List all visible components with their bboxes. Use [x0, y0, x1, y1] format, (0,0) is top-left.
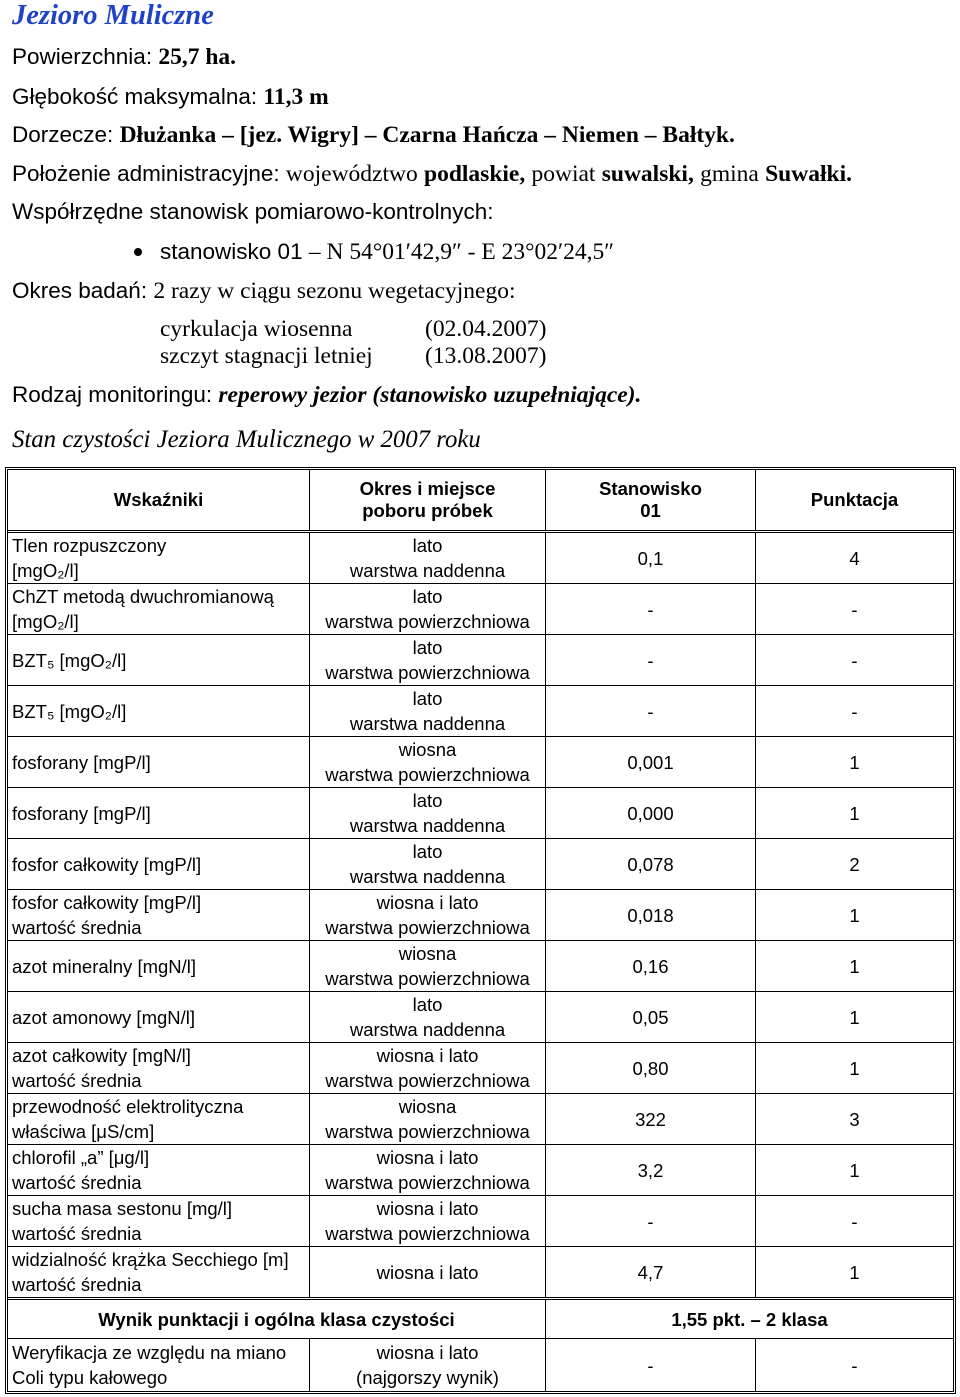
- sampling-line: lato: [412, 688, 443, 709]
- indicator-line: ChZT metodą dwuchromianową: [12, 586, 274, 607]
- indicator-cell: [8, 941, 310, 991]
- header-station-line: Stanowisko: [599, 478, 702, 499]
- sampling-line: wiosna: [398, 739, 457, 760]
- area-label: Powierzchnia:: [12, 44, 153, 69]
- basin-label: Dorzecze:: [12, 122, 114, 147]
- score-cell: [756, 992, 953, 1042]
- station-value-cell: [546, 686, 756, 736]
- station-value: 0,16: [632, 955, 669, 977]
- table-row: [8, 992, 953, 1043]
- indicator-line: azot amonowy [mgN/l]: [12, 1006, 196, 1028]
- sampling-line: (najgorszy wynik): [356, 1367, 499, 1388]
- sampling-line: warstwa naddenna: [349, 1019, 506, 1040]
- score-cell: [756, 686, 953, 736]
- sampling-line: lato: [412, 790, 443, 811]
- station-value-cell: [546, 1196, 756, 1246]
- indicator-line: BZT₅ [mgO₂/l]: [12, 700, 127, 722]
- verification-row: [8, 1339, 953, 1391]
- station-value: 0,05: [632, 1006, 669, 1028]
- table-row: [8, 686, 953, 737]
- sampling-line: warstwa naddenna: [349, 560, 506, 581]
- basin-line: [12, 122, 735, 148]
- indicator-line: azot całkowity [mgN/l]: [12, 1045, 191, 1066]
- max-depth-label: Głębokość maksymalna:: [12, 84, 258, 109]
- score-value: 1: [849, 1006, 860, 1028]
- period-date: (13.08.2007): [425, 343, 547, 369]
- monitoring-value: reperowy jezior (stanowisko uzupełniające).: [218, 382, 642, 408]
- sampling-cell: [310, 992, 546, 1042]
- indicator-cell: [8, 1247, 310, 1297]
- sampling-cell: [310, 839, 546, 889]
- page-title: Jezioro Muliczne: [12, 0, 214, 31]
- score-value: 1: [849, 1159, 860, 1181]
- sampling-cell: [310, 1196, 546, 1246]
- sampling-line: warstwa powierzchniowa: [325, 662, 530, 683]
- score-cell: [756, 788, 953, 838]
- indicator-cell: [8, 1196, 310, 1246]
- summary-result: 1,55 pkt. – 2 klasa: [671, 1308, 828, 1330]
- indicator-line: widzialność krążka Secchiego [m]: [12, 1249, 289, 1270]
- station-value: 0,001: [627, 751, 674, 773]
- period-name: cyrkulacja wiosenna: [160, 316, 353, 342]
- table-row: [8, 1043, 953, 1094]
- station-value-cell: [546, 788, 756, 838]
- sampling-cell: [310, 941, 546, 991]
- indicator-line: wartość średnia: [12, 1172, 142, 1193]
- sampling-cell: [310, 1145, 546, 1195]
- sampling-line: warstwa powierzchniowa: [325, 611, 530, 632]
- sampling-cell: [310, 584, 546, 634]
- stations-heading: Współrzędne stanowisk pomiarowo-kontrolnych:: [12, 199, 494, 224]
- sampling-cell: [310, 1247, 546, 1297]
- basin-value: Dłużanka – [jez. Wigry] – Czarna Hańcza – Niemen – Bałtyk.: [119, 122, 735, 148]
- station-value-cell: [546, 1094, 756, 1144]
- station-value: -: [647, 700, 654, 722]
- sampling-line: warstwa naddenna: [349, 815, 506, 836]
- station-value: 322: [635, 1108, 666, 1130]
- sampling-line: wiosna i lato: [376, 1342, 479, 1363]
- indicator-line: azot mineralny [mgN/l]: [12, 955, 197, 977]
- table-row: [8, 737, 953, 788]
- summary-label: Wynik punktacji i ogólna klasa czystości: [98, 1308, 455, 1330]
- sampling-line: warstwa powierzchniowa: [325, 968, 530, 989]
- indicator-cell: [8, 1094, 310, 1144]
- score-cell: [756, 584, 953, 634]
- sampling-line: warstwa naddenna: [349, 713, 506, 734]
- station-value: 3,2: [637, 1159, 664, 1181]
- water-quality-table: [5, 467, 956, 1394]
- indicator-cell: [8, 584, 310, 634]
- table-header-row: [8, 470, 953, 533]
- sampling-line: wiosna i lato: [376, 1198, 479, 1219]
- score-value: -: [851, 700, 858, 722]
- indicator-line: przewodność elektrolityczna: [12, 1096, 244, 1117]
- summary-row: [8, 1300, 953, 1339]
- indicator-line: chlorofil „a” [μg/l]: [12, 1147, 150, 1168]
- score-value: 1: [849, 802, 860, 824]
- score-cell: [756, 1145, 953, 1195]
- table-row: [8, 584, 953, 635]
- indicator-line: wartość średnia: [12, 1070, 142, 1091]
- indicator-line: fosfor całkowity [mgP/l]: [12, 892, 202, 913]
- header-station-line: 01: [640, 500, 661, 521]
- max-depth-value: 11,3 m: [263, 84, 329, 110]
- section-title: Stan czystości Jeziora Mulicznego w 2007 roku: [12, 426, 481, 453]
- sampling-line: lato: [412, 637, 443, 658]
- period-date: (02.04.2007): [425, 316, 547, 342]
- score-value: -: [851, 649, 858, 671]
- sampling-cell: [310, 635, 546, 685]
- sampling-line: wiosna: [398, 943, 457, 964]
- score-cell: [756, 635, 953, 685]
- score-cell: [756, 1247, 953, 1297]
- monitoring-line: [12, 382, 641, 408]
- score-value: 1: [849, 955, 860, 977]
- header-score: [756, 470, 953, 530]
- period-name: szczyt stagnacji letniej: [160, 343, 373, 369]
- score-value: -: [851, 1210, 858, 1232]
- header-score-text: Punktacja: [810, 489, 899, 510]
- station-value-cell: [546, 1043, 756, 1093]
- station-value-cell: [546, 992, 756, 1042]
- indicator-line: [mgO₂/l]: [12, 611, 79, 632]
- station-value-cell: [546, 584, 756, 634]
- location-label: Położenie administracyjne:: [12, 161, 280, 186]
- location-line: [12, 161, 852, 187]
- sampling-line: lato: [412, 841, 443, 862]
- score-value: 4: [849, 547, 860, 569]
- sampling-cell: [310, 1043, 546, 1093]
- sampling-line: wiosna i lato: [376, 1261, 479, 1283]
- station-value: 0,018: [627, 904, 674, 926]
- header-station: [546, 470, 756, 530]
- indicator-line: fosforany [mgP/l]: [12, 802, 151, 824]
- station-line: [160, 239, 614, 265]
- station-value: -: [647, 649, 654, 671]
- survey-label: Okres badań:: [12, 278, 148, 303]
- station-value-cell: [546, 533, 756, 583]
- station-value-cell: [546, 635, 756, 685]
- station-value-cell: [546, 737, 756, 787]
- station-value: 0,80: [632, 1057, 669, 1079]
- table-row: [8, 890, 953, 941]
- station-value-cell: [546, 1145, 756, 1195]
- indicator-cell: [8, 635, 310, 685]
- table-row: [8, 1247, 953, 1300]
- station-value: 4,7: [637, 1261, 664, 1283]
- indicator-cell: [8, 737, 310, 787]
- sampling-line: wiosna i lato: [376, 1147, 479, 1168]
- indicator-cell: [8, 890, 310, 940]
- voivodeship-name: podlaskie,: [424, 161, 526, 187]
- indicator-line: wartość średnia: [12, 1274, 142, 1295]
- sampling-line: warstwa powierzchniowa: [325, 1172, 530, 1193]
- county-prefix: powiat: [531, 161, 596, 187]
- station-value: -: [647, 598, 654, 620]
- station-name: stanowisko 01: [160, 239, 303, 264]
- score-cell: [756, 839, 953, 889]
- header-indicator: [8, 470, 310, 530]
- sampling-cell: [310, 890, 546, 940]
- indicator-line: Coli typu kałowego: [12, 1367, 168, 1388]
- station-value-cell: [546, 890, 756, 940]
- table-row: [8, 533, 953, 584]
- sampling-line: wiosna: [398, 1096, 457, 1117]
- summary-label-cell: [8, 1300, 546, 1338]
- sampling-line: warstwa powierzchniowa: [325, 1121, 530, 1142]
- table-row: [8, 941, 953, 992]
- score-cell: [756, 1043, 953, 1093]
- score-value: 1: [849, 1261, 860, 1283]
- table-row: [8, 788, 953, 839]
- indicator-line: sucha masa sestonu [mg/l]: [12, 1198, 233, 1219]
- score-cell: [756, 737, 953, 787]
- indicator-line: wartość średnia: [12, 1223, 142, 1244]
- station-value-cell: [546, 1247, 756, 1297]
- station-value: 0,1: [637, 547, 664, 569]
- sampling-line: lato: [412, 535, 443, 556]
- station-value: 0,000: [627, 802, 674, 824]
- station-value: -: [647, 1210, 654, 1232]
- sampling-cell: [310, 788, 546, 838]
- sampling-line: wiosna i lato: [376, 1045, 479, 1066]
- indicator-cell: [8, 533, 310, 583]
- indicator-line: wartość średnia: [12, 917, 142, 938]
- station-value-cell: [546, 1339, 756, 1391]
- indicator-cell: [8, 788, 310, 838]
- table-row: [8, 1196, 953, 1247]
- score-value: 3: [849, 1108, 860, 1130]
- score-value: -: [851, 598, 858, 620]
- score-cell: [756, 1094, 953, 1144]
- indicator-cell: [8, 1145, 310, 1195]
- station-value: -: [647, 1354, 654, 1376]
- indicator-cell: [8, 686, 310, 736]
- table-row: [8, 1145, 953, 1196]
- station-value: 0,078: [627, 853, 674, 875]
- score-value: 1: [849, 904, 860, 926]
- score-cell: [756, 890, 953, 940]
- indicator-line: fosforany [mgP/l]: [12, 751, 151, 773]
- score-cell: [756, 533, 953, 583]
- score-cell: [756, 941, 953, 991]
- score-value: 1: [849, 1057, 860, 1079]
- sampling-line: warstwa naddenna: [349, 866, 506, 887]
- sampling-cell: [310, 1339, 546, 1391]
- summary-result-cell: [546, 1300, 953, 1338]
- score-cell: [756, 1339, 953, 1391]
- score-value: 1: [849, 751, 860, 773]
- indicator-cell: [8, 839, 310, 889]
- sampling-cell: [310, 686, 546, 736]
- survey-value: 2 razy w ciągu sezonu wegetacyjnego:: [153, 278, 516, 304]
- bullet-icon: [134, 248, 142, 256]
- monitoring-label: Rodzaj monitoringu:: [12, 382, 213, 407]
- sampling-line: warstwa powierzchniowa: [325, 917, 530, 938]
- sampling-line: lato: [412, 994, 443, 1015]
- score-value: -: [851, 1354, 858, 1376]
- sampling-cell: [310, 533, 546, 583]
- header-sampling-line: poboru próbek: [362, 500, 493, 521]
- table-row: [8, 635, 953, 686]
- county-name: suwalski,: [601, 161, 694, 187]
- station-coordinates: – N 54°01′42,9″ - E 23°02′24,5″: [308, 239, 615, 265]
- indicator-line: BZT₅ [mgO₂/l]: [12, 649, 127, 671]
- max-depth-line: [12, 84, 329, 110]
- sampling-line: warstwa powierzchniowa: [325, 1070, 530, 1091]
- voivodeship-prefix: województwo: [285, 161, 418, 187]
- score-value: 2: [849, 853, 860, 875]
- header-indicator-text: Wskaźniki: [113, 489, 204, 510]
- sampling-line: warstwa powierzchniowa: [325, 764, 530, 785]
- indicator-line: właściwa [μS/cm]: [12, 1121, 155, 1142]
- sampling-cell: [310, 737, 546, 787]
- indicator-line: Weryfikacja ze względu na miano: [12, 1342, 287, 1363]
- sampling-line: wiosna i lato: [376, 892, 479, 913]
- header-sampling: [310, 470, 546, 530]
- table-row: [8, 839, 953, 890]
- indicator-line: [mgO₂/l]: [12, 560, 79, 581]
- area-line: [12, 44, 236, 70]
- indicator-line: Tlen rozpuszczony: [12, 535, 167, 556]
- sampling-line: warstwa powierzchniowa: [325, 1223, 530, 1244]
- indicator-line: fosfor całkowity [mgP/l]: [12, 853, 202, 875]
- indicator-cell: [8, 1339, 310, 1391]
- area-value: 25,7 ha.: [158, 44, 237, 70]
- station-value-cell: [546, 941, 756, 991]
- header-sampling-line: Okres i miejsce: [359, 478, 496, 499]
- sampling-line: lato: [412, 586, 443, 607]
- station-value-cell: [546, 839, 756, 889]
- sampling-cell: [310, 1094, 546, 1144]
- commune-name: Suwałki.: [765, 161, 852, 187]
- survey-line: [12, 278, 515, 304]
- commune-prefix: gmina: [700, 161, 759, 187]
- indicator-cell: [8, 1043, 310, 1093]
- table-row: [8, 1094, 953, 1145]
- score-cell: [756, 1196, 953, 1246]
- indicator-cell: [8, 992, 310, 1042]
